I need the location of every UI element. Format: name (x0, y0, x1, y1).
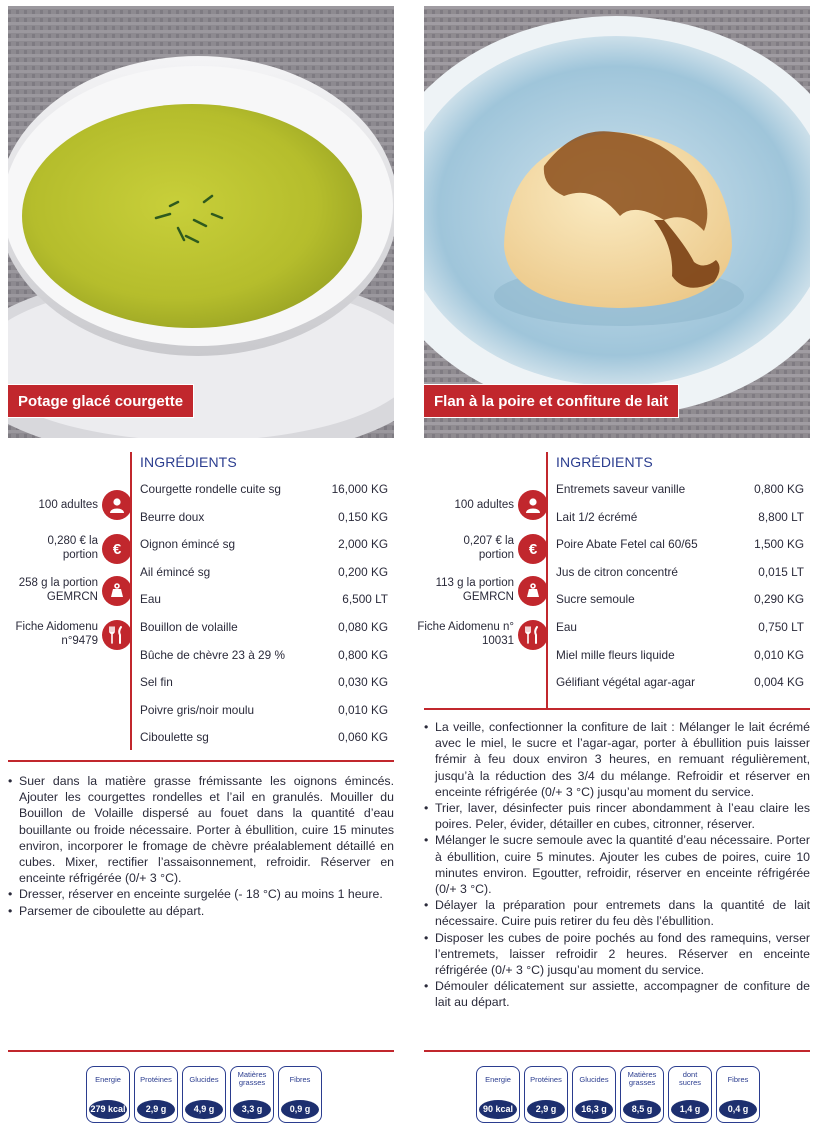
preparation-steps (8, 773, 394, 919)
nutrition-value: 2,9 g (527, 1100, 565, 1119)
nutrition-value: 90 kcal (479, 1100, 517, 1119)
nutrition-badges (476, 1066, 766, 1126)
ingredient-quantity: 0,030 KG (338, 675, 388, 690)
ingredient-quantity: 0,010 KG (338, 702, 388, 717)
preparation-step: • Parsemer de ciboulette au départ. (8, 903, 394, 919)
recipe-card-potage (8, 0, 394, 1141)
ingredient-name: Ail émincé sg (140, 564, 211, 579)
ingredient-quantity: 8,800 LT (758, 509, 804, 524)
nutrition-label: Energie (95, 1075, 121, 1084)
ingredient-name: Miel mille fleurs liquide (556, 647, 675, 662)
nutrition-badge (230, 1066, 274, 1123)
nutrition-badge (182, 1066, 226, 1123)
nutrition-badge (134, 1066, 178, 1123)
person-icon (518, 490, 548, 520)
ingredient-name: Oignon émincé sg (140, 537, 236, 552)
nutrition-label: Glucides (579, 1075, 609, 1084)
servings-text: 100 adultes (454, 499, 514, 511)
ingredient-name: Poire Abate Fetel cal 60/65 (556, 537, 698, 552)
ingredient-name: Poivre gris/noir moulu (140, 702, 255, 717)
scale-icon (102, 576, 132, 606)
ingredient-quantity: 0,150 KG (338, 509, 388, 524)
ingredient-name: Eau (140, 592, 161, 607)
ingredient-row (556, 476, 804, 503)
ingredient-quantity: 0,800 KG (754, 482, 804, 496)
cost-info (424, 534, 548, 568)
servings-text: 100 adultes (38, 499, 98, 511)
ingredient-quantity: 0,080 KG (338, 620, 388, 634)
nutrition-label: Matières grasses (627, 1070, 657, 1087)
preparation-step: • Mélanger le sucre semoule avec la quantité d’eau nécessaire. Porter à ébullition, cuire 5 minutes. Ajouter les cubes de poires, cuire 10 minutes environ. Egoutter, refroidir, réserver en enceinte réfrigérée (0/+ 3 °C). (424, 832, 810, 897)
ingredient-quantity: 6,500 LT (342, 592, 388, 607)
ingredient-name: Bouillon de volaille (140, 620, 238, 634)
recipe-title: Flan à la poire et confiture de lait (424, 384, 679, 418)
ingredient-name: Bûche de chèvre 23 à 29 % (140, 647, 285, 662)
scale-icon (518, 576, 548, 606)
sheet-info (417, 620, 548, 654)
section-divider (8, 760, 394, 762)
preparation-step: • Délayer la préparation pour entremets dans la quantité de lait nécessaire. Cuire puis retirer du feu dès l’ébullition. (424, 897, 810, 929)
preparation-steps (424, 719, 810, 1011)
ingredient-row (556, 531, 804, 558)
nutrition-value: 16,3 g (575, 1100, 613, 1119)
nutrition-label: Protéines (530, 1075, 562, 1084)
sheet-info (8, 620, 132, 654)
ingredient-quantity: 16,000 KG (331, 482, 388, 496)
ingredient-name: Sucre semoule (556, 592, 635, 607)
nutrition-value: 4,9 g (185, 1100, 223, 1119)
nutrition-value: 2,9 g (137, 1100, 175, 1119)
person-icon (102, 490, 132, 520)
nutrition-badge (278, 1066, 322, 1123)
preparation-step: • Démouler délicatement sur assiette, accompagner de confiture de lait au départ. (424, 978, 810, 1010)
ingredient-row (140, 642, 388, 669)
ingredient-name: Eau (556, 620, 577, 634)
portion-text: 258 g la portion GEMRCN (18, 577, 98, 603)
servings-info (424, 490, 548, 524)
ingredient-row (140, 669, 388, 696)
ingredient-row (140, 724, 388, 751)
ingredient-row (140, 586, 388, 613)
nutrition-value: 1,4 g (671, 1100, 709, 1119)
ingredient-row (556, 504, 804, 531)
nutrition-label: Glucides (189, 1075, 219, 1084)
section-divider (424, 1050, 810, 1052)
portion-info (8, 576, 132, 610)
nutrition-value: 279 kcal (89, 1100, 127, 1119)
cutlery-icon (518, 620, 548, 650)
ingredient-quantity: 0,010 KG (754, 647, 804, 662)
ingredient-row (556, 669, 804, 696)
nutrition-label: dont sucres (678, 1070, 702, 1087)
ingredients-title: INGRÉDIENTS (556, 454, 653, 470)
recipe-title: Potage glacé courgette (8, 384, 194, 418)
ingredient-quantity: 1,500 KG (754, 537, 804, 552)
ingredient-row (140, 697, 388, 724)
servings-info (8, 490, 132, 524)
flan-photo (424, 6, 810, 438)
ingredient-row (140, 559, 388, 586)
sheet-text: Fiche Aidomenu n° 10031 (417, 621, 514, 647)
ingredient-quantity: 0,750 LT (758, 620, 804, 634)
nutrition-value: 0,9 g (281, 1100, 319, 1119)
recipe-card-flan (417, 0, 810, 1141)
section-divider (8, 1050, 394, 1052)
ingredient-quantity: 2,000 KG (338, 537, 388, 552)
ingredient-row (140, 476, 388, 503)
nutrition-badge (716, 1066, 760, 1123)
ingredient-name: Jus de citron concentré (556, 564, 678, 579)
ingredient-row (556, 559, 804, 586)
ingredients-title: INGRÉDIENTS (140, 454, 237, 470)
nutrition-badge (524, 1066, 568, 1123)
nutrition-badge (476, 1066, 520, 1123)
ingredient-row (140, 504, 388, 531)
ingredient-name: Lait 1/2 écrémé (556, 509, 638, 524)
ingredient-row (140, 614, 388, 641)
nutrition-badges (86, 1066, 326, 1126)
cost-text: 0,207 € la portion (463, 535, 514, 561)
ingredient-quantity: 0,004 KG (754, 675, 804, 690)
nutrition-badge (572, 1066, 616, 1123)
portion-text: 113 g la portion GEMRCN (435, 577, 514, 603)
ingredients-divider (130, 452, 132, 750)
cutlery-icon (102, 620, 132, 650)
ingredient-name: Gélifiant végétal agar-agar (556, 675, 696, 690)
preparation-step: • La veille, confectionner la confiture de lait : Mélanger le lait écrémé avec le miel, le sucre et l’agar-agar, porter à ébullition puis laisser frémir à feu doux environ 3 heures, en remuant régulièrement, jusqu’à la réduction des 3/4 du mélange. Refroidir et réserver en enceinte réfrigérée (0/+ 3 °C) jusqu’au moment du service. (424, 719, 810, 800)
ingredient-name: Sel fin (140, 675, 173, 690)
nutrition-label: Protéines (140, 1075, 172, 1084)
euro-icon: € (518, 534, 548, 564)
nutrition-label: Energie (485, 1075, 511, 1084)
preparation-step: • Dresser, réserver en enceinte surgelée (- 18 °C) au moins 1 heure. (8, 886, 394, 902)
nutrition-badge (620, 1066, 664, 1123)
ingredient-row (140, 531, 388, 558)
ingredients-divider (546, 452, 548, 708)
euro-icon: € (102, 534, 132, 564)
preparation-step: • Trier, laver, désinfecter puis rincer abondamment à l’eau claire les poires. Peler, évider, détailler en cubes, citronner, réserver. (424, 800, 810, 832)
potage-photo (8, 6, 394, 438)
ingredient-row (556, 614, 804, 641)
ingredient-name: Beurre doux (140, 509, 205, 524)
nutrition-badge (668, 1066, 712, 1123)
ingredient-name: Courgette rondelle cuite sg (140, 482, 281, 496)
ingredient-quantity: 0,200 KG (338, 564, 388, 579)
ingredient-quantity: 0,800 KG (338, 647, 388, 662)
preparation-step: • Disposer les cubes de poire pochés au fond des ramequins, verser l’entremets, laisser refroidir 2 heures. Réserver en enceinte réfrigérée (0/+ 3 °C) jusqu’au moment du service. (424, 930, 810, 979)
ingredient-row (556, 586, 804, 613)
cost-info (8, 534, 132, 568)
nutrition-badge (86, 1066, 130, 1123)
nutrition-label: Matières grasses (237, 1070, 267, 1087)
nutrition-value: 0,4 g (719, 1100, 757, 1119)
ingredient-name: Ciboulette sg (140, 730, 209, 745)
ingredient-quantity: 0,015 LT (758, 564, 804, 579)
ingredient-quantity: 0,060 KG (338, 730, 388, 745)
ingredient-name: Entremets saveur vanille (556, 482, 686, 496)
section-divider (424, 708, 810, 710)
portion-info (424, 576, 548, 610)
sheet-text: Fiche Aidomenu n°9479 (15, 621, 98, 647)
preparation-step: • Suer dans la matière grasse frémissante les oignons émincés. Ajouter les courgettes rondelles et l’ail en granulés. Mouiller du Bouillon de Volaille dispersé au fouet dans la quantité d’eau bouillante ou froide nécessaire. Porter à ébullition, cuire 15 minutes environ, incorporer le fromage de chèvre préalablement détaillé en cubes. Mixer, rectifier l’assaisonnement, refroidir. Réserver en enceinte réfrigérée (0/+ 3 °C). (8, 773, 394, 886)
ingredient-row (556, 642, 804, 669)
nutrition-value: 8,5 g (623, 1100, 661, 1119)
cost-text: 0,280 € la portion (47, 535, 98, 561)
nutrition-value: 3,3 g (233, 1100, 271, 1119)
nutrition-label: Fibres (289, 1075, 311, 1084)
ingredient-quantity: 0,290 KG (754, 592, 804, 607)
nutrition-label: Fibres (727, 1075, 749, 1084)
